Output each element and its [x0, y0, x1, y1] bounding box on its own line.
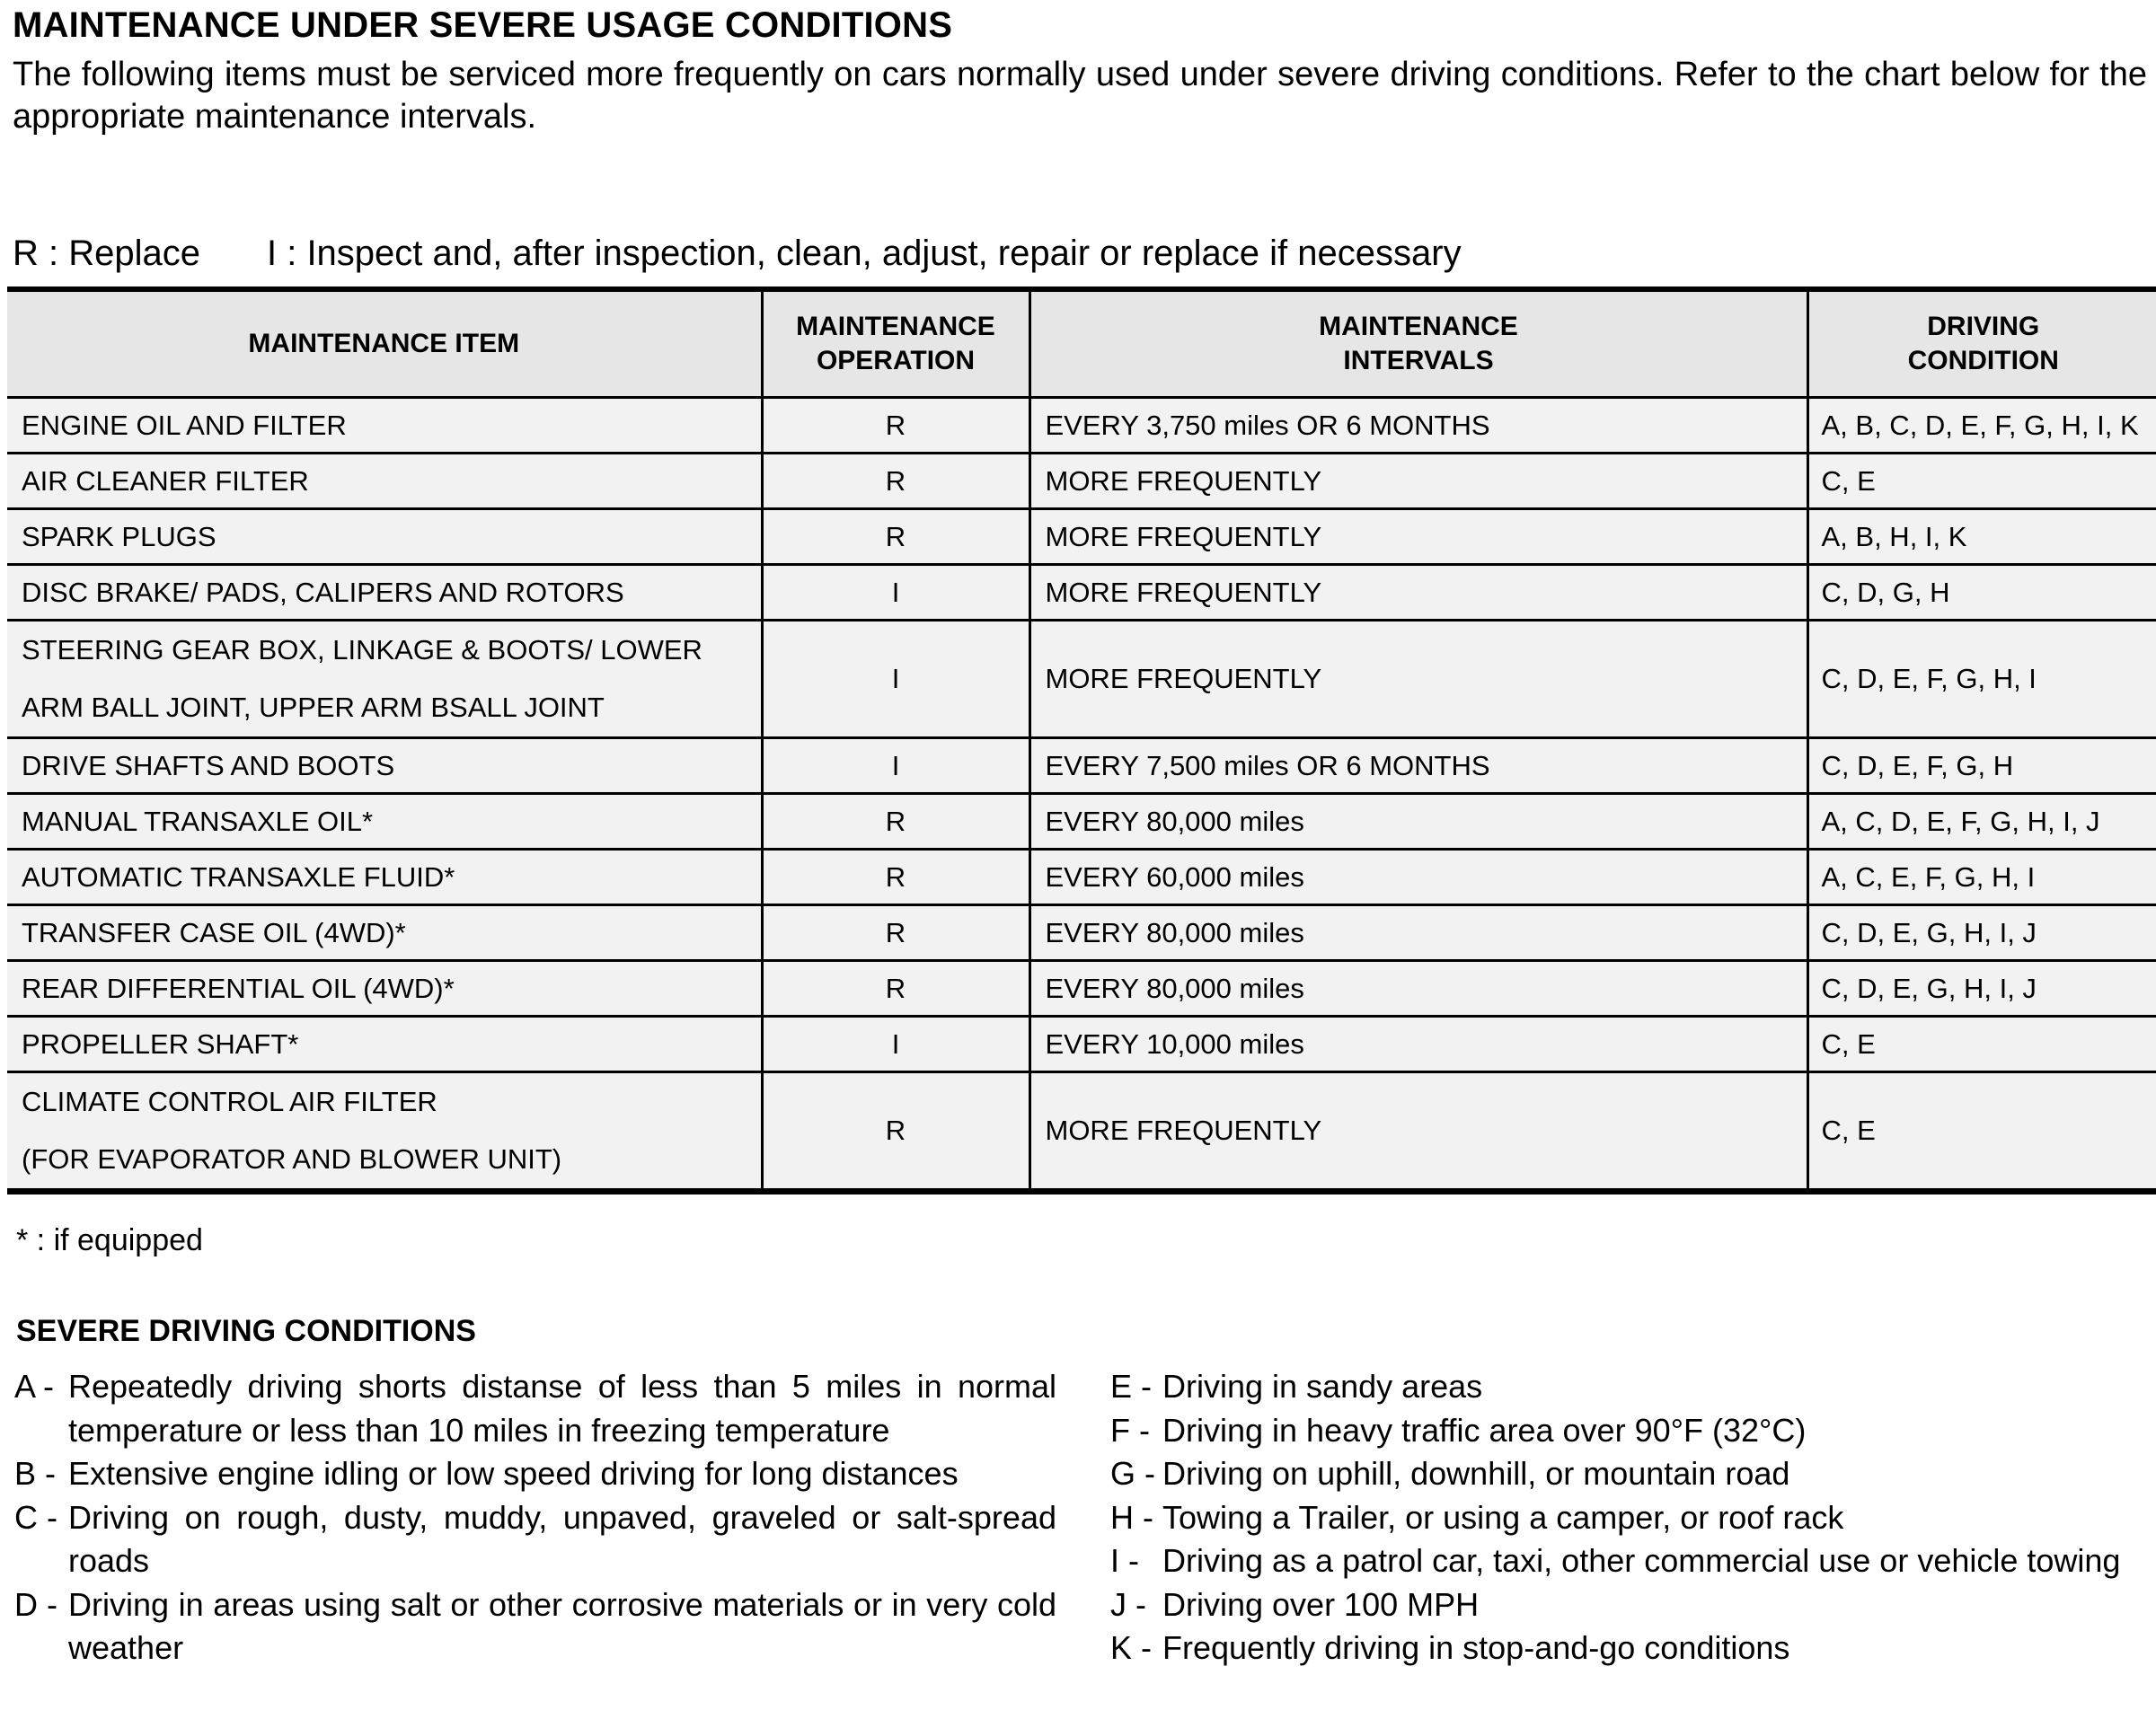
cell-operation: I — [762, 621, 1029, 738]
condition-letter: H - — [1110, 1498, 1153, 1536]
table-row — [7, 509, 2156, 565]
cell-condition: A, B, H, I, K — [1807, 509, 2156, 565]
cell-interval: EVERY 80,000 miles — [1029, 794, 1807, 850]
cell-item: DISC BRAKE/ PADS, CALIPERS AND ROTORS — [7, 565, 762, 621]
cell-operation: R — [762, 509, 1029, 565]
cell-item: CLIMATE CONTROL AIR FILTER (FOR EVAPORATOR AND BLOWER UNIT) — [7, 1072, 762, 1192]
condition-item — [1110, 1365, 2156, 1409]
cell-operation: R — [762, 398, 1029, 454]
condition-text: Driving in sandy areas — [1162, 1368, 1483, 1405]
maintenance-table — [7, 286, 2156, 1194]
condition-item — [1110, 1626, 2156, 1671]
condition-item — [1110, 1409, 2156, 1453]
conditions-list-left — [14, 1365, 1056, 1671]
cell-operation: R — [762, 961, 1029, 1017]
condition-text: Extensive engine idling or low speed driving for long distances — [68, 1455, 959, 1492]
cell-operation: I — [762, 738, 1029, 794]
table-row — [7, 398, 2156, 454]
operation-legend — [13, 234, 1462, 274]
table-row — [7, 565, 2156, 621]
condition-letter: A - — [14, 1368, 55, 1405]
cell-interval: MORE FREQUENTLY — [1029, 509, 1807, 565]
condition-item — [14, 1496, 1056, 1583]
table-header-row — [7, 289, 2156, 398]
cell-item: MANUAL TRANSAXLE OIL* — [7, 794, 762, 850]
footnote: * : if equipped — [16, 1223, 203, 1257]
cell-operation: R — [762, 1072, 1029, 1192]
header-maintenance-intervals: MAINTENANCE INTERVALS — [1029, 289, 1807, 398]
cell-condition: C, D, G, H — [1807, 565, 2156, 621]
cell-interval: EVERY 80,000 miles — [1029, 905, 1807, 961]
cell-interval: EVERY 60,000 miles — [1029, 850, 1807, 905]
table-row — [7, 621, 2156, 738]
condition-text: Driving in areas using salt or other corrosive materials or in very cold weather — [68, 1585, 1056, 1666]
table-row — [7, 961, 2156, 1017]
condition-text: Driving on rough, dusty, muddy, unpaved, graveled or salt-spread roads — [68, 1498, 1056, 1579]
cell-condition: C, E — [1807, 1017, 2156, 1072]
cell-item: TRANSFER CASE OIL (4WD)* — [7, 905, 762, 961]
table-row — [7, 850, 2156, 905]
cell-condition: C, E — [1807, 1072, 2156, 1192]
cell-interval: MORE FREQUENTLY — [1029, 565, 1807, 621]
condition-item — [1110, 1496, 2156, 1540]
cell-condition: C, D, E, F, G, H, I — [1807, 621, 2156, 738]
cell-item: STEERING GEAR BOX, LINKAGE & BOOTS/ LOWER ARM BALL JOINT, UPPER ARM BSALL JOINT — [7, 621, 762, 738]
condition-letter: G - — [1110, 1455, 1155, 1492]
condition-text: Towing a Trailer, or using a camper, or roof rack — [1162, 1498, 1844, 1536]
condition-text: Frequently driving in stop-and-go conditions — [1162, 1629, 1790, 1666]
cell-condition: C, D, E, G, H, I, J — [1807, 905, 2156, 961]
condition-letter: I - — [1110, 1542, 1139, 1579]
page-title: MAINTENANCE UNDER SEVERE USAGE CONDITIONS — [13, 5, 953, 45]
condition-text: Driving in heavy traffic area over 90°F (32°C) — [1162, 1411, 1807, 1449]
cell-condition: A, C, E, F, G, H, I — [1807, 850, 2156, 905]
cell-item: PROPELLER SHAFT* — [7, 1017, 762, 1072]
cell-interval: EVERY 80,000 miles — [1029, 961, 1807, 1017]
cell-condition: A, B, C, D, E, F, G, H, I, K — [1807, 398, 2156, 454]
intro-paragraph: The following items must be serviced more frequently on cars normally used under severe driving conditions. Refer to the chart below for the appropriate maintenance intervals. — [13, 56, 2147, 136]
table-row — [7, 454, 2156, 509]
legend-replace: R : Replace — [13, 234, 200, 273]
cell-item: DRIVE SHAFTS AND BOOTS — [7, 738, 762, 794]
condition-item — [14, 1452, 1056, 1496]
condition-letter: C - — [14, 1498, 57, 1536]
condition-item — [14, 1583, 1056, 1671]
cell-condition: A, C, D, E, F, G, H, I, J — [1807, 794, 2156, 850]
cell-interval: MORE FREQUENTLY — [1029, 1072, 1807, 1192]
cell-interval: EVERY 10,000 miles — [1029, 1017, 1807, 1072]
condition-text: Repeatedly driving shorts distanse of less than 5 miles in normal temperature or less than 10 miles in freezing temperature — [68, 1368, 1056, 1449]
cell-interval: EVERY 7,500 miles OR 6 MONTHS — [1029, 738, 1807, 794]
condition-text: Driving over 100 MPH — [1162, 1585, 1480, 1623]
cell-item: AIR CLEANER FILTER — [7, 454, 762, 509]
cell-operation: R — [762, 794, 1029, 850]
cell-item: AUTOMATIC TRANSAXLE FLUID* — [7, 850, 762, 905]
cell-condition: C, D, E, F, G, H — [1807, 738, 2156, 794]
cell-operation: I — [762, 1017, 1029, 1072]
cell-interval: MORE FREQUENTLY — [1029, 621, 1807, 738]
condition-letter: J - — [1110, 1585, 1146, 1623]
table-row — [7, 738, 2156, 794]
cell-interval: MORE FREQUENTLY — [1029, 454, 1807, 509]
cell-item: ENGINE OIL AND FILTER — [7, 398, 762, 454]
header-maintenance-operation: MAINTENANCE OPERATION — [762, 289, 1029, 398]
cell-condition: C, D, E, G, H, I, J — [1807, 961, 2156, 1017]
cell-item: REAR DIFFERENTIAL OIL (4WD)* — [7, 961, 762, 1017]
table-row — [7, 1017, 2156, 1072]
condition-letter: E - — [1110, 1368, 1153, 1405]
condition-letter: K - — [1110, 1629, 1153, 1666]
condition-letter: D - — [14, 1585, 57, 1623]
condition-letter: B - — [14, 1455, 57, 1492]
condition-text: Driving on uphill, downhill, or mountain road — [1162, 1455, 1790, 1492]
header-maintenance-item: MAINTENANCE ITEM — [7, 289, 762, 398]
cell-operation: R — [762, 850, 1029, 905]
header-driving-condition: DRIVING CONDITION — [1807, 289, 2156, 398]
table-row — [7, 905, 2156, 961]
cell-interval: EVERY 3,750 miles OR 6 MONTHS — [1029, 398, 1807, 454]
table-row — [7, 1072, 2156, 1192]
cell-operation: R — [762, 454, 1029, 509]
condition-text: Driving as a patrol car, taxi, other commercial use or vehicle towing — [1162, 1542, 2121, 1579]
table-row — [7, 794, 2156, 850]
condition-item — [1110, 1539, 2156, 1583]
conditions-title: SEVERE DRIVING CONDITIONS — [16, 1314, 476, 1348]
cell-operation: R — [762, 905, 1029, 961]
cell-condition: C, E — [1807, 454, 2156, 509]
condition-item — [1110, 1452, 2156, 1496]
conditions-list-right — [1110, 1365, 2156, 1671]
condition-item — [1110, 1583, 2156, 1627]
legend-inspect: I : Inspect and, after inspection, clean, adjust, repair or replace if necessary — [266, 234, 1462, 273]
condition-item — [14, 1365, 1056, 1452]
cell-item: SPARK PLUGS — [7, 509, 762, 565]
condition-letter: F - — [1110, 1411, 1150, 1449]
cell-operation: I — [762, 565, 1029, 621]
